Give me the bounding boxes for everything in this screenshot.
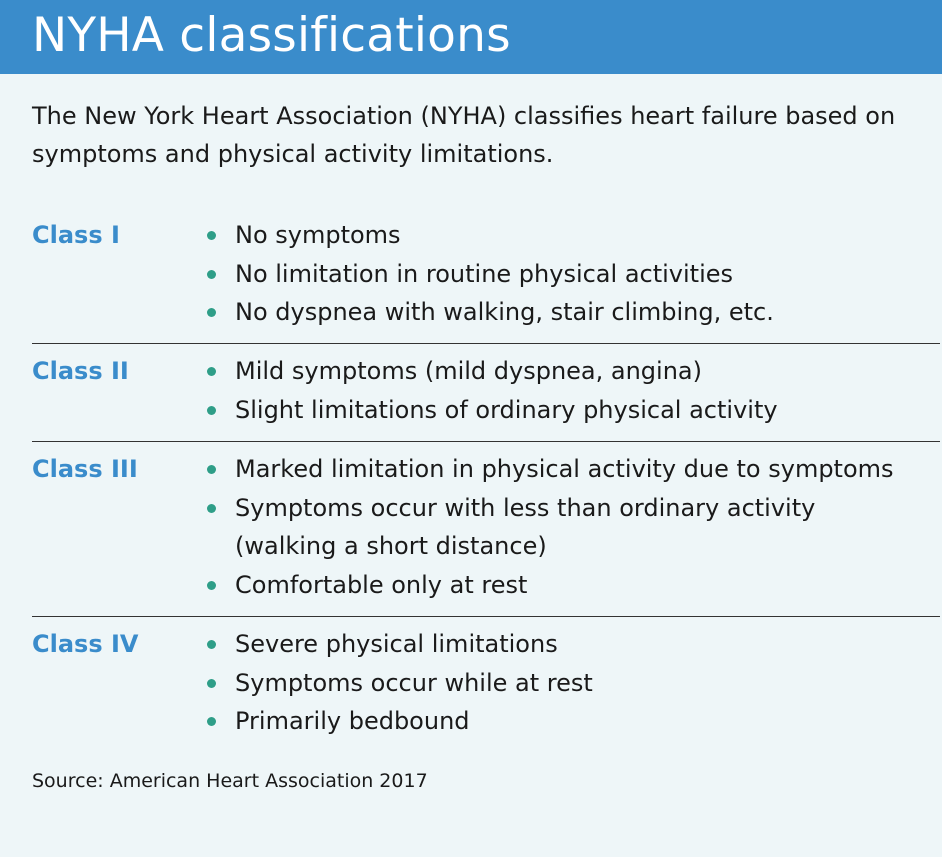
class-label: Class II [32,357,129,385]
bullet-icon [207,581,216,590]
intro-paragraph: The New York Heart Association (NYHA) classifies heart failure based on symptoms and physical activity limitations. [32,102,896,168]
list-item-text: Slight limitations of ordinary physical activity [235,395,778,424]
list-item-text: Comfortable only at rest [235,570,528,599]
list-item-text: Marked limitation in physical activity due to symptoms [235,455,894,483]
list-item-text: Primarily bedbound [235,707,470,736]
class-bullet-list [205,625,925,741]
header-bar [0,0,942,74]
list-item-text: Severe physical limitations [235,630,558,658]
page-title: NYHA classifications [32,8,511,63]
divider [32,616,940,617]
bullet-icon [207,367,216,376]
bullet-icon [207,406,216,415]
list-item-text: No limitation in routine physical activities [235,259,734,288]
class-label: Class III [32,455,138,483]
list-item [205,352,925,391]
list-item [205,664,925,703]
divider [32,343,940,344]
class-label: Class IV [32,630,139,658]
bullet-icon [207,717,216,726]
bullet-icon [207,504,216,513]
divider [32,441,940,442]
list-item [205,566,925,605]
bullet-icon [207,465,216,474]
bullet-icon [207,270,216,279]
class-label: Class I [32,221,120,249]
list-item-text: No symptoms [235,221,401,249]
list-item [205,391,925,430]
bullet-icon [207,231,216,240]
list-item-text: Symptoms occur with less than ordinary activity (walking a short distance) [235,493,816,561]
list-item-text: Mild symptoms (mild dyspnea, angina) [235,357,702,385]
list-item [205,216,925,255]
list-item [205,489,925,566]
list-item-text: Symptoms occur while at rest [235,668,593,697]
bullet-icon [207,679,216,688]
list-item-text: No dyspnea with walking, stair climbing, etc. [235,298,774,327]
bullet-icon [207,308,216,317]
list-item [205,702,925,741]
source-citation: Source: American Heart Association 2017 [32,770,428,792]
class-bullet-list [205,352,925,429]
class-bullet-list [205,216,925,332]
list-item [205,450,925,489]
class-bullet-list [205,450,925,604]
list-item [205,625,925,664]
list-item [205,293,925,332]
list-item [205,255,925,294]
bullet-icon [207,640,216,649]
